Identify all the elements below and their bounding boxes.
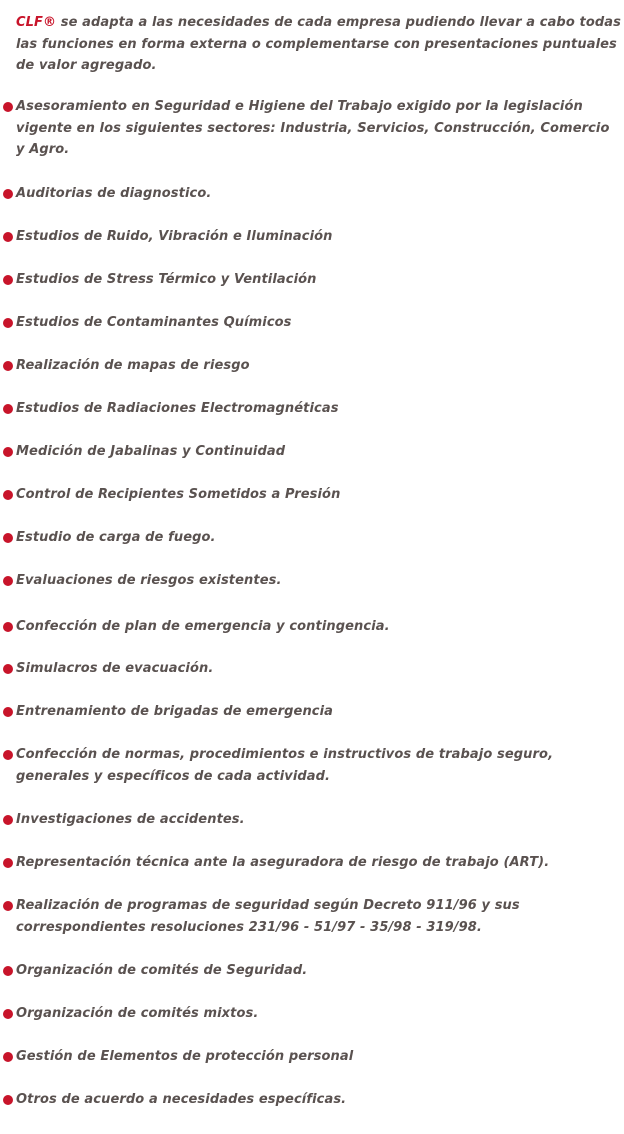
service-item xyxy=(0,226,610,248)
service-item xyxy=(0,1089,610,1111)
red-dot-icon xyxy=(3,533,13,543)
red-dot-icon xyxy=(3,102,13,112)
service-item-text: Auditorias de diagnostico. xyxy=(16,186,212,201)
red-dot-icon xyxy=(3,189,13,199)
service-item xyxy=(0,398,610,420)
red-dot-icon xyxy=(3,966,13,976)
service-item xyxy=(0,570,610,592)
service-item xyxy=(0,527,610,549)
service-item xyxy=(0,895,610,938)
service-item-text: Organización de comités mixtos. xyxy=(16,1006,259,1021)
service-item xyxy=(0,269,610,291)
service-item xyxy=(0,744,610,787)
service-item-text: Confección de plan de emergencia y contingencia. xyxy=(16,619,390,634)
red-dot-icon xyxy=(3,858,13,868)
service-item xyxy=(0,183,610,205)
service-item-text: Organización de comités de Seguridad. xyxy=(16,963,308,978)
service-item-text: Estudios de Radiaciones Electromagnéticas xyxy=(16,401,339,416)
service-item xyxy=(0,96,610,161)
red-dot-icon xyxy=(3,901,13,911)
service-item-text: Estudios de Ruido, Vibración e Iluminación xyxy=(16,229,333,244)
red-dot-icon xyxy=(3,576,13,586)
red-dot-icon xyxy=(3,664,13,674)
service-item-text: Control de Recipientes Sometidos a Presión xyxy=(16,487,341,502)
service-item-text: Investigaciones de accidentes. xyxy=(16,812,245,827)
service-item xyxy=(0,1003,610,1025)
red-dot-icon xyxy=(3,815,13,825)
service-item-text: Simulacros de evacuación. xyxy=(16,661,214,676)
service-item-text: Entrenamiento de brigadas de emergencia xyxy=(16,704,334,719)
service-item-text: Representación técnica ante la aseguradora de riesgo de trabajo (ART). xyxy=(16,855,550,870)
service-item-text: Estudio de carga de fuego. xyxy=(16,530,216,545)
service-item-text: Estudios de Stress Térmico y Ventilación xyxy=(16,272,317,287)
red-dot-icon xyxy=(3,1009,13,1019)
service-item xyxy=(0,960,610,982)
service-item xyxy=(0,701,610,723)
service-item-text: Realización de programas de seguridad según Decreto 911/96 y sus correspondientes resoluciones 231/96 - 51/97 - 35/98 - 319/98. xyxy=(16,898,520,935)
service-item-text: Asesoramiento en Seguridad e Higiene del Trabajo exigido por la legislación vigente en los siguientes sectores: Industria, Servicios, Construcción, Comercio y Agro. xyxy=(16,99,610,157)
service-item-text: Confección de normas, procedimientos e instructivos de trabajo seguro, generales y específicos de cada actividad. xyxy=(16,747,554,784)
service-item-text: Realización de mapas de riesgo xyxy=(16,358,250,373)
red-dot-icon xyxy=(3,361,13,371)
service-item xyxy=(0,484,610,506)
red-dot-icon xyxy=(3,622,13,632)
service-item-text: Medición de Jabalinas y Continuidad xyxy=(16,444,286,459)
intro-text: se adapta a las necesidades de cada empresa pudiendo llevar a cabo todas las funciones en forma externa o complementarse con presentaciones puntuales de valor agregado. xyxy=(16,15,621,73)
red-dot-icon xyxy=(3,707,13,717)
service-item-text: Estudios de Contaminantes Químicos xyxy=(16,315,292,330)
intro-paragraph xyxy=(16,12,622,77)
red-dot-icon xyxy=(3,750,13,760)
service-item xyxy=(0,312,610,334)
service-item xyxy=(0,658,610,680)
brand-name: CLF® xyxy=(16,15,57,30)
service-item-text: Gestión de Elementos de protección personal xyxy=(16,1049,354,1064)
service-item xyxy=(0,441,610,463)
red-dot-icon xyxy=(3,232,13,242)
red-dot-icon xyxy=(3,447,13,457)
service-item xyxy=(0,616,610,638)
red-dot-icon xyxy=(3,490,13,500)
red-dot-icon xyxy=(3,1095,13,1105)
service-item xyxy=(0,1046,610,1068)
red-dot-icon xyxy=(3,404,13,414)
service-item xyxy=(0,809,610,831)
service-item-text: Evaluaciones de riesgos existentes. xyxy=(16,573,282,588)
red-dot-icon xyxy=(3,275,13,285)
red-dot-icon xyxy=(3,1052,13,1062)
service-item xyxy=(0,355,610,377)
red-dot-icon xyxy=(3,318,13,328)
service-item-text: Otros de acuerdo a necesidades específicas. xyxy=(16,1092,347,1107)
service-item xyxy=(0,852,610,874)
